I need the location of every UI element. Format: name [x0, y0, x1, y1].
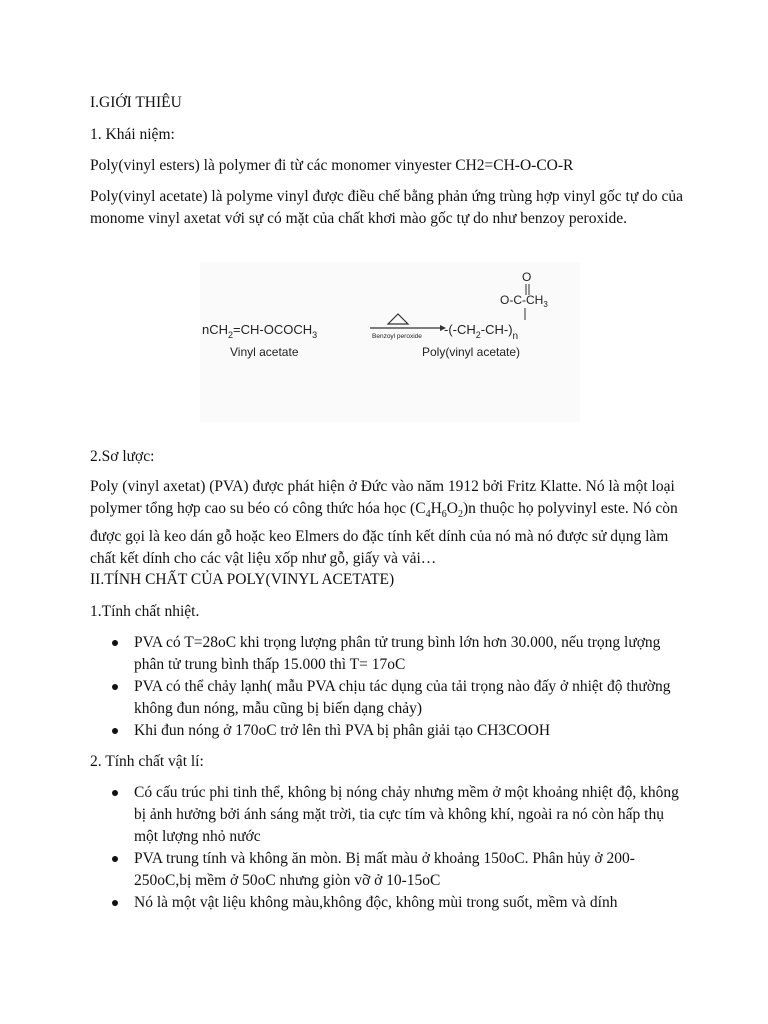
svg-text:O-C-CH3	[500, 293, 548, 309]
bullet-icon	[112, 640, 118, 646]
paragraph-overview: Poly (vinyl axetat) (PVA) được phát hiện ở Đức vào năm 1912 bởi Fritz Klatte. Nó là một loại polymer tổng hợp cao su béo có công thức hóa học $(C_4H_6O_2)n$ thuộc họ polyvinyl este. Nó còn được gọi là keo dán gỗ hoặc keo Elmers do đặc tính kết dính của nó mà nó được sử dụng làm chất kết dính cho các vật liệu xốp như gỗ, giấy và vải…	[90, 478, 678, 568]
bullet-icon	[112, 900, 118, 906]
reactant-prefix: nCH	[202, 322, 229, 337]
section2-title: II.TÍNH CHẤT CỦA POLY(VINYL ACETATE)	[90, 571, 395, 588]
thermal-title: 1.Tính chất nhiệt.	[90, 603, 200, 620]
paragraph-definition: Poly(vinyl esters) là polymer đi từ các monomer vinyester CH2=CH-O-CO-R	[90, 157, 574, 174]
physical-title: 2. Tính chất vật lí:	[90, 753, 204, 770]
reactant-sub2: 3	[312, 330, 318, 340]
overview-title: 2.Sơ lược:	[90, 448, 155, 465]
bullet-icon	[112, 856, 118, 862]
list-item: Nó là một vật liệu không màu,không độc, không mùi trong suốt, mềm và dính	[90, 892, 690, 914]
heat-triangle-icon	[388, 314, 408, 324]
bullet-icon	[112, 790, 118, 796]
thermal-list	[90, 632, 690, 742]
concept-title: 1. Khái niệm:	[90, 126, 175, 143]
product-rest: -CH-)	[480, 322, 513, 337]
product-sub: 2	[475, 330, 481, 340]
reactant-rest: =CH-OCOCH	[233, 322, 313, 337]
list-item: PVA có thể chảy lạnh( mẫu PVA chịu tác dụng của tải trọng nào đấy ở nhiệt độ thường không đun nóng, mẫu cũng bị biến dạng chảy)	[90, 676, 690, 720]
svg-text:nCH2=CH-OCOCH3	[202, 322, 317, 340]
polymerization-reaction-figure	[200, 262, 580, 422]
list-item: Có cấu trúc phi tinh thể, không bị nóng chảy nhưng mềm ở một khoảng nhiệt độ, không bị ảnh hưởng bởi ánh sáng mặt trời, tia cực tím và không khí, ngoài ra nó còn hấp thụ một lượng nhỏ nước	[90, 782, 690, 848]
carbonyl-oxygen: O	[522, 270, 532, 284]
side-sub: 3	[543, 300, 548, 309]
catalyst-label: Benzoyl peroxide	[372, 333, 422, 340]
reactant-name: Vinyl acetate	[230, 345, 299, 359]
bullet-icon	[112, 684, 118, 690]
product-prefix: -(-CH	[444, 322, 476, 337]
product-name: Poly(vinyl acetate)	[422, 345, 521, 359]
bullet-icon	[112, 728, 118, 734]
list-item: Khi đun nóng ở 170oC trở lên thì PVA bị phân giải tạo CH3COOH	[90, 720, 690, 742]
section1-title: I.GIỚI THIÊU	[90, 94, 182, 111]
list-item: PVA trung tính và không ăn mòn. Bị mất màu ở khoảng 150oC. Phân hủy ở 200-250oC,bị mềm ở 50oC nhưng giòn vỡ ở 10-15oC	[90, 848, 690, 892]
side-group: O-C-CH	[500, 293, 544, 307]
paragraph-pva-synthesis: Poly(vinyl acetate) là polyme vinyl được điều chế bằng phản ứng trùng hợp vinyl gốc tự do của monome vinyl axetat với sự có mặt của chất khơi mào gốc tự do như benzoy peroxide.	[90, 188, 683, 227]
product-n: n	[512, 331, 519, 342]
svg-text:-(-CH2-CH-)n	[444, 322, 518, 342]
physical-list	[90, 782, 690, 914]
reactant-sub: 2	[228, 330, 234, 340]
list-item: PVA có T=28oC khi trọng lượng phân tử trung bình lớn hơn 30.000, nếu trọng lượng phân tử trung bình thấp 15.000 thì T= 17oC	[90, 632, 690, 676]
